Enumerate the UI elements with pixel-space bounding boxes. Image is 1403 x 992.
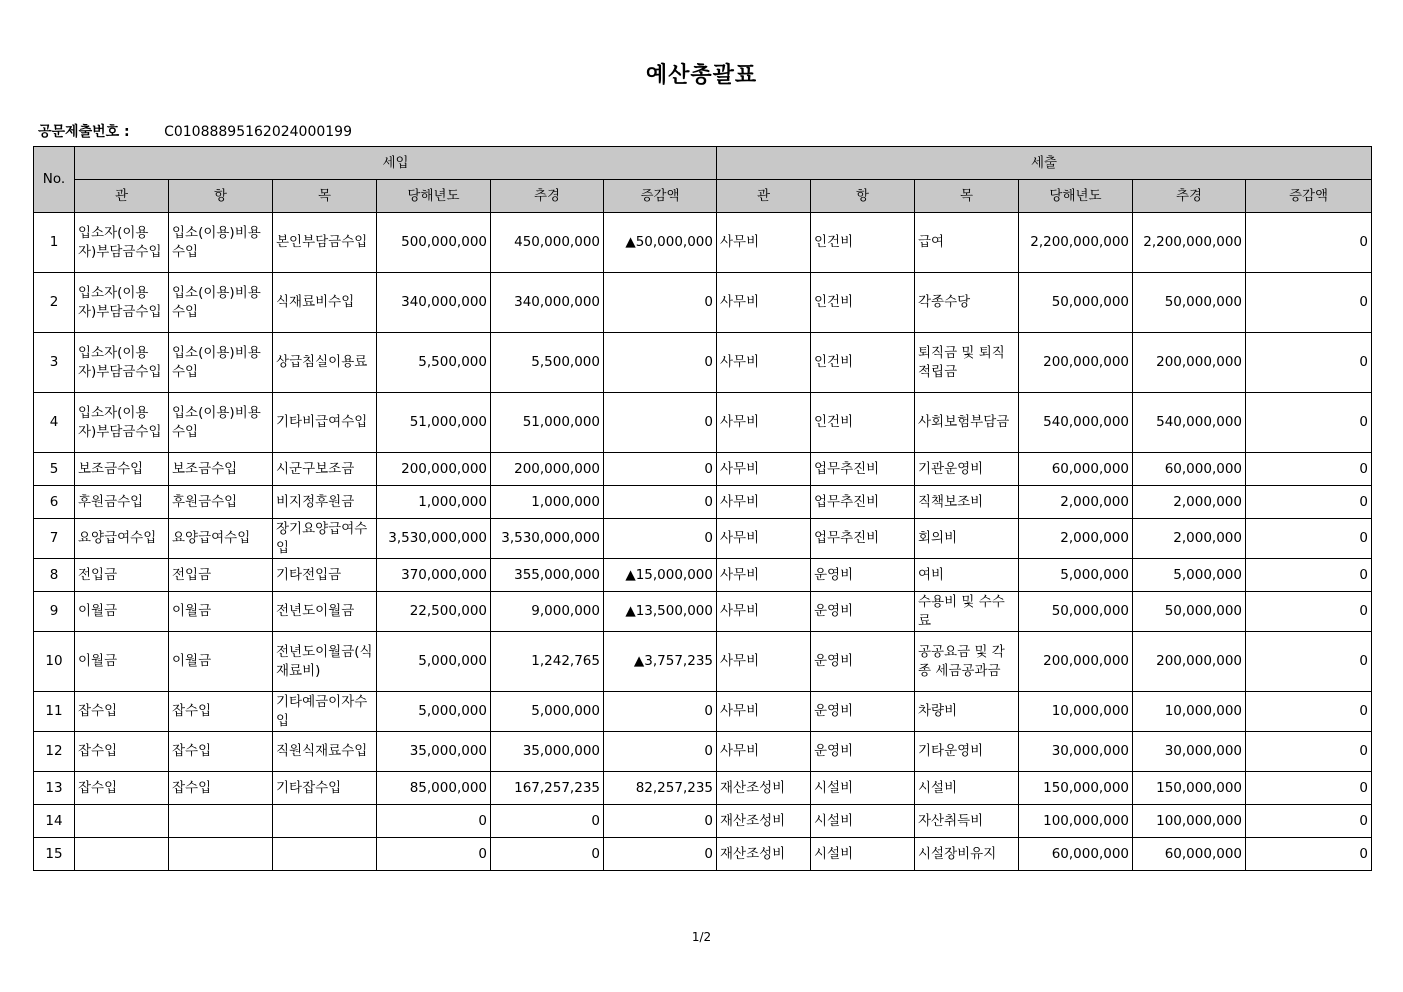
expense-mok-cell: 사회보험부담금	[915, 393, 1019, 453]
expense-current-cell: 30,000,000	[1019, 732, 1133, 772]
expense-supplementary-cell: 2,000,000	[1133, 519, 1246, 559]
revenue-hang-cell: 입소(이용)비용수입	[169, 393, 273, 453]
header-revenue-mok: 목	[273, 180, 377, 213]
revenue-change-cell: ▲13,500,000	[604, 592, 717, 632]
expense-supplementary-cell: 200,000,000	[1133, 333, 1246, 393]
expense-mok-cell: 자산취득비	[915, 805, 1019, 838]
revenue-mok-cell: 장기요양급여수입	[273, 519, 377, 559]
revenue-current-cell: 500,000,000	[377, 213, 491, 273]
revenue-supplementary-cell: 340,000,000	[491, 273, 604, 333]
revenue-hang-cell	[169, 838, 273, 871]
expense-current-cell: 100,000,000	[1019, 805, 1133, 838]
expense-hang-cell: 인건비	[811, 273, 915, 333]
expense-gwan-cell: 사무비	[717, 486, 811, 519]
revenue-gwan-cell: 잡수입	[75, 772, 169, 805]
revenue-gwan-cell: 입소자(이용자)부담금수입	[75, 333, 169, 393]
revenue-gwan-cell: 입소자(이용자)부담금수입	[75, 213, 169, 273]
page-indicator: 1/2	[691, 930, 712, 944]
revenue-hang-cell: 잡수입	[169, 732, 273, 772]
expense-supplementary-cell: 2,000,000	[1133, 486, 1246, 519]
doc-number-line	[38, 121, 352, 141]
revenue-change-cell: ▲50,000,000	[604, 213, 717, 273]
revenue-mok-cell: 기타비급여수입	[273, 393, 377, 453]
revenue-change-cell: 0	[604, 519, 717, 559]
expense-hang-cell: 시설비	[811, 805, 915, 838]
revenue-change-cell: ▲3,757,235	[604, 632, 717, 692]
revenue-gwan-cell	[75, 838, 169, 871]
expense-supplementary-cell: 60,000,000	[1133, 453, 1246, 486]
table-row	[34, 273, 1372, 333]
row-number: 10	[34, 632, 75, 692]
revenue-change-cell: ▲15,000,000	[604, 559, 717, 592]
table-row	[34, 559, 1372, 592]
expense-supplementary-cell: 5,000,000	[1133, 559, 1246, 592]
table-row	[34, 213, 1372, 273]
revenue-current-cell: 340,000,000	[377, 273, 491, 333]
expense-current-cell: 150,000,000	[1019, 772, 1133, 805]
expense-current-cell: 540,000,000	[1019, 393, 1133, 453]
revenue-gwan-cell: 입소자(이용자)부담금수입	[75, 393, 169, 453]
revenue-change-cell: 0	[604, 692, 717, 732]
revenue-hang-cell: 후원금수입	[169, 486, 273, 519]
revenue-gwan-cell: 잡수입	[75, 732, 169, 772]
expense-gwan-cell: 사무비	[717, 273, 811, 333]
revenue-supplementary-cell: 167,257,235	[491, 772, 604, 805]
expense-mok-cell: 퇴직금 및 퇴직적립금	[915, 333, 1019, 393]
header-revenue-hang: 항	[169, 180, 273, 213]
expense-mok-cell: 공공요금 및 각종 세금공과금	[915, 632, 1019, 692]
revenue-current-cell: 35,000,000	[377, 732, 491, 772]
revenue-mok-cell: 본인부담금수입	[273, 213, 377, 273]
table-row	[34, 772, 1372, 805]
expense-current-cell: 2,000,000	[1019, 519, 1133, 559]
table-row	[34, 486, 1372, 519]
expense-hang-cell: 업무추진비	[811, 519, 915, 559]
revenue-mok-cell	[273, 805, 377, 838]
revenue-hang-cell	[169, 805, 273, 838]
expense-mok-cell: 급여	[915, 213, 1019, 273]
expense-current-cell: 50,000,000	[1019, 592, 1133, 632]
expense-current-cell: 5,000,000	[1019, 559, 1133, 592]
budget-summary-table	[33, 146, 1372, 871]
expense-hang-cell: 시설비	[811, 838, 915, 871]
expense-supplementary-cell: 60,000,000	[1133, 838, 1246, 871]
header-expense-change: 증감액	[1246, 180, 1372, 213]
revenue-change-cell: 0	[604, 838, 717, 871]
revenue-mok-cell: 기타예금이자수입	[273, 692, 377, 732]
revenue-current-cell: 0	[377, 805, 491, 838]
revenue-supplementary-cell: 35,000,000	[491, 732, 604, 772]
revenue-supplementary-cell: 5,000,000	[491, 692, 604, 732]
revenue-current-cell: 5,000,000	[377, 632, 491, 692]
expense-change-cell: 0	[1246, 453, 1372, 486]
expense-supplementary-cell: 50,000,000	[1133, 592, 1246, 632]
expense-current-cell: 50,000,000	[1019, 273, 1133, 333]
expense-current-cell: 60,000,000	[1019, 453, 1133, 486]
expense-hang-cell: 운영비	[811, 559, 915, 592]
expense-change-cell: 0	[1246, 838, 1372, 871]
header-expense-gwan: 관	[717, 180, 811, 213]
header-revenue-supplementary: 추경	[491, 180, 604, 213]
revenue-change-cell: 0	[604, 453, 717, 486]
revenue-hang-cell: 입소(이용)비용수입	[169, 333, 273, 393]
expense-supplementary-cell: 100,000,000	[1133, 805, 1246, 838]
row-number: 12	[34, 732, 75, 772]
revenue-change-cell: 0	[604, 732, 717, 772]
expense-mok-cell: 회의비	[915, 519, 1019, 559]
row-number: 11	[34, 692, 75, 732]
table-row	[34, 393, 1372, 453]
row-number: 15	[34, 838, 75, 871]
expense-hang-cell: 인건비	[811, 333, 915, 393]
revenue-mok-cell: 직원식재료수입	[273, 732, 377, 772]
expense-change-cell: 0	[1246, 732, 1372, 772]
expense-change-cell: 0	[1246, 692, 1372, 732]
expense-change-cell: 0	[1246, 772, 1372, 805]
revenue-mok-cell: 전년도이월금(식재료비)	[273, 632, 377, 692]
expense-hang-cell: 시설비	[811, 772, 915, 805]
expense-change-cell: 0	[1246, 393, 1372, 453]
revenue-gwan-cell	[75, 805, 169, 838]
expense-gwan-cell: 사무비	[717, 632, 811, 692]
expense-current-cell: 2,000,000	[1019, 486, 1133, 519]
expense-gwan-cell: 사무비	[717, 393, 811, 453]
row-number: 4	[34, 393, 75, 453]
revenue-current-cell: 3,530,000,000	[377, 519, 491, 559]
revenue-supplementary-cell: 5,500,000	[491, 333, 604, 393]
revenue-mok-cell: 기타전입금	[273, 559, 377, 592]
expense-hang-cell: 운영비	[811, 732, 915, 772]
expense-hang-cell: 운영비	[811, 692, 915, 732]
revenue-gwan-cell: 이월금	[75, 632, 169, 692]
revenue-mok-cell: 상급침실이용료	[273, 333, 377, 393]
expense-mok-cell: 시설비	[915, 772, 1019, 805]
revenue-supplementary-cell: 3,530,000,000	[491, 519, 604, 559]
expense-gwan-cell: 사무비	[717, 519, 811, 559]
expense-hang-cell: 운영비	[811, 632, 915, 692]
header-expense-hang: 항	[811, 180, 915, 213]
revenue-supplementary-cell: 1,242,765	[491, 632, 604, 692]
expense-gwan-cell: 재산조성비	[717, 805, 811, 838]
revenue-current-cell: 200,000,000	[377, 453, 491, 486]
row-number: 1	[34, 213, 75, 273]
revenue-change-cell: 0	[604, 805, 717, 838]
expense-supplementary-cell: 10,000,000	[1133, 692, 1246, 732]
page-title: 예산총괄표	[645, 63, 758, 88]
expense-gwan-cell: 사무비	[717, 692, 811, 732]
expense-supplementary-cell: 30,000,000	[1133, 732, 1246, 772]
expense-gwan-cell: 사무비	[717, 592, 811, 632]
revenue-mok-cell: 전년도이월금	[273, 592, 377, 632]
expense-gwan-cell: 사무비	[717, 213, 811, 273]
expense-supplementary-cell: 200,000,000	[1133, 632, 1246, 692]
revenue-supplementary-cell: 0	[491, 838, 604, 871]
revenue-hang-cell: 이월금	[169, 632, 273, 692]
expense-change-cell: 0	[1246, 213, 1372, 273]
table-row	[34, 592, 1372, 632]
revenue-supplementary-cell: 51,000,000	[491, 393, 604, 453]
revenue-hang-cell: 입소(이용)비용수입	[169, 273, 273, 333]
expense-change-cell: 0	[1246, 559, 1372, 592]
revenue-gwan-cell: 요양급여수입	[75, 519, 169, 559]
revenue-current-cell: 22,500,000	[377, 592, 491, 632]
revenue-hang-cell: 전입금	[169, 559, 273, 592]
expense-hang-cell: 인건비	[811, 213, 915, 273]
revenue-hang-cell: 보조금수입	[169, 453, 273, 486]
expense-change-cell: 0	[1246, 273, 1372, 333]
revenue-gwan-cell: 이월금	[75, 592, 169, 632]
revenue-mok-cell	[273, 838, 377, 871]
revenue-mok-cell: 기타잡수입	[273, 772, 377, 805]
row-number: 5	[34, 453, 75, 486]
row-number: 9	[34, 592, 75, 632]
revenue-change-cell: 0	[604, 393, 717, 453]
table-row	[34, 805, 1372, 838]
expense-change-cell: 0	[1246, 632, 1372, 692]
expense-change-cell: 0	[1246, 333, 1372, 393]
revenue-current-cell: 5,000,000	[377, 692, 491, 732]
revenue-hang-cell: 요양급여수입	[169, 519, 273, 559]
row-number: 2	[34, 273, 75, 333]
header-revenue-change: 증감액	[604, 180, 717, 213]
revenue-supplementary-cell: 1,000,000	[491, 486, 604, 519]
revenue-change-cell: 0	[604, 273, 717, 333]
header-revenue-current: 당해년도	[377, 180, 491, 213]
table-row	[34, 732, 1372, 772]
revenue-current-cell: 370,000,000	[377, 559, 491, 592]
revenue-mok-cell: 식재료비수입	[273, 273, 377, 333]
revenue-change-cell: 0	[604, 486, 717, 519]
table-row	[34, 692, 1372, 732]
revenue-mok-cell: 비지정후원금	[273, 486, 377, 519]
expense-current-cell: 200,000,000	[1019, 632, 1133, 692]
revenue-supplementary-cell: 200,000,000	[491, 453, 604, 486]
expense-change-cell: 0	[1246, 592, 1372, 632]
expense-gwan-cell: 사무비	[717, 453, 811, 486]
header-expense: 세출	[717, 147, 1372, 180]
expense-current-cell: 200,000,000	[1019, 333, 1133, 393]
expense-mok-cell: 각종수당	[915, 273, 1019, 333]
row-number: 13	[34, 772, 75, 805]
expense-current-cell: 2,200,000,000	[1019, 213, 1133, 273]
revenue-gwan-cell: 입소자(이용자)부담금수입	[75, 273, 169, 333]
table-row	[34, 838, 1372, 871]
table-row	[34, 453, 1372, 486]
expense-current-cell: 60,000,000	[1019, 838, 1133, 871]
expense-mok-cell: 수용비 및 수수료	[915, 592, 1019, 632]
revenue-supplementary-cell: 9,000,000	[491, 592, 604, 632]
expense-change-cell: 0	[1246, 486, 1372, 519]
expense-supplementary-cell: 150,000,000	[1133, 772, 1246, 805]
revenue-hang-cell: 입소(이용)비용수입	[169, 213, 273, 273]
header-revenue-gwan: 관	[75, 180, 169, 213]
row-number: 14	[34, 805, 75, 838]
revenue-current-cell: 5,500,000	[377, 333, 491, 393]
revenue-change-cell: 0	[604, 333, 717, 393]
revenue-current-cell: 85,000,000	[377, 772, 491, 805]
expense-gwan-cell: 사무비	[717, 333, 811, 393]
revenue-mok-cell: 시군구보조금	[273, 453, 377, 486]
header-expense-mok: 목	[915, 180, 1019, 213]
revenue-current-cell: 1,000,000	[377, 486, 491, 519]
expense-supplementary-cell: 540,000,000	[1133, 393, 1246, 453]
revenue-gwan-cell: 전입금	[75, 559, 169, 592]
doc-number-label: 공문제출번호 :	[38, 124, 130, 140]
row-number: 7	[34, 519, 75, 559]
revenue-current-cell: 51,000,000	[377, 393, 491, 453]
revenue-current-cell: 0	[377, 838, 491, 871]
expense-change-cell: 0	[1246, 805, 1372, 838]
row-number: 8	[34, 559, 75, 592]
expense-mok-cell: 시설장비유지	[915, 838, 1019, 871]
expense-hang-cell: 운영비	[811, 592, 915, 632]
table-row	[34, 632, 1372, 692]
expense-gwan-cell: 사무비	[717, 559, 811, 592]
expense-current-cell: 10,000,000	[1019, 692, 1133, 732]
header-expense-current: 당해년도	[1019, 180, 1133, 213]
table-row	[34, 333, 1372, 393]
revenue-supplementary-cell: 450,000,000	[491, 213, 604, 273]
table-row	[34, 519, 1372, 559]
expense-mok-cell: 기관운영비	[915, 453, 1019, 486]
revenue-gwan-cell: 후원금수입	[75, 486, 169, 519]
revenue-supplementary-cell: 355,000,000	[491, 559, 604, 592]
doc-number-value: C01088895162024000199	[164, 124, 352, 140]
revenue-hang-cell: 잡수입	[169, 772, 273, 805]
revenue-hang-cell: 잡수입	[169, 692, 273, 732]
row-number: 6	[34, 486, 75, 519]
expense-gwan-cell: 재산조성비	[717, 772, 811, 805]
revenue-gwan-cell: 잡수입	[75, 692, 169, 732]
row-number: 3	[34, 333, 75, 393]
expense-mok-cell: 여비	[915, 559, 1019, 592]
header-no: No.	[34, 147, 75, 213]
expense-hang-cell: 인건비	[811, 393, 915, 453]
expense-gwan-cell: 재산조성비	[717, 838, 811, 871]
revenue-hang-cell: 이월금	[169, 592, 273, 632]
revenue-gwan-cell: 보조금수입	[75, 453, 169, 486]
expense-mok-cell: 기타운영비	[915, 732, 1019, 772]
expense-supplementary-cell: 50,000,000	[1133, 273, 1246, 333]
expense-gwan-cell: 사무비	[717, 732, 811, 772]
header-expense-supplementary: 추경	[1133, 180, 1246, 213]
expense-mok-cell: 직책보조비	[915, 486, 1019, 519]
expense-mok-cell: 차량비	[915, 692, 1019, 732]
revenue-supplementary-cell: 0	[491, 805, 604, 838]
revenue-change-cell: 82,257,235	[604, 772, 717, 805]
header-revenue: 세입	[75, 147, 717, 180]
expense-supplementary-cell: 2,200,000,000	[1133, 213, 1246, 273]
expense-change-cell: 0	[1246, 519, 1372, 559]
expense-hang-cell: 업무추진비	[811, 486, 915, 519]
expense-hang-cell: 업무추진비	[811, 453, 915, 486]
